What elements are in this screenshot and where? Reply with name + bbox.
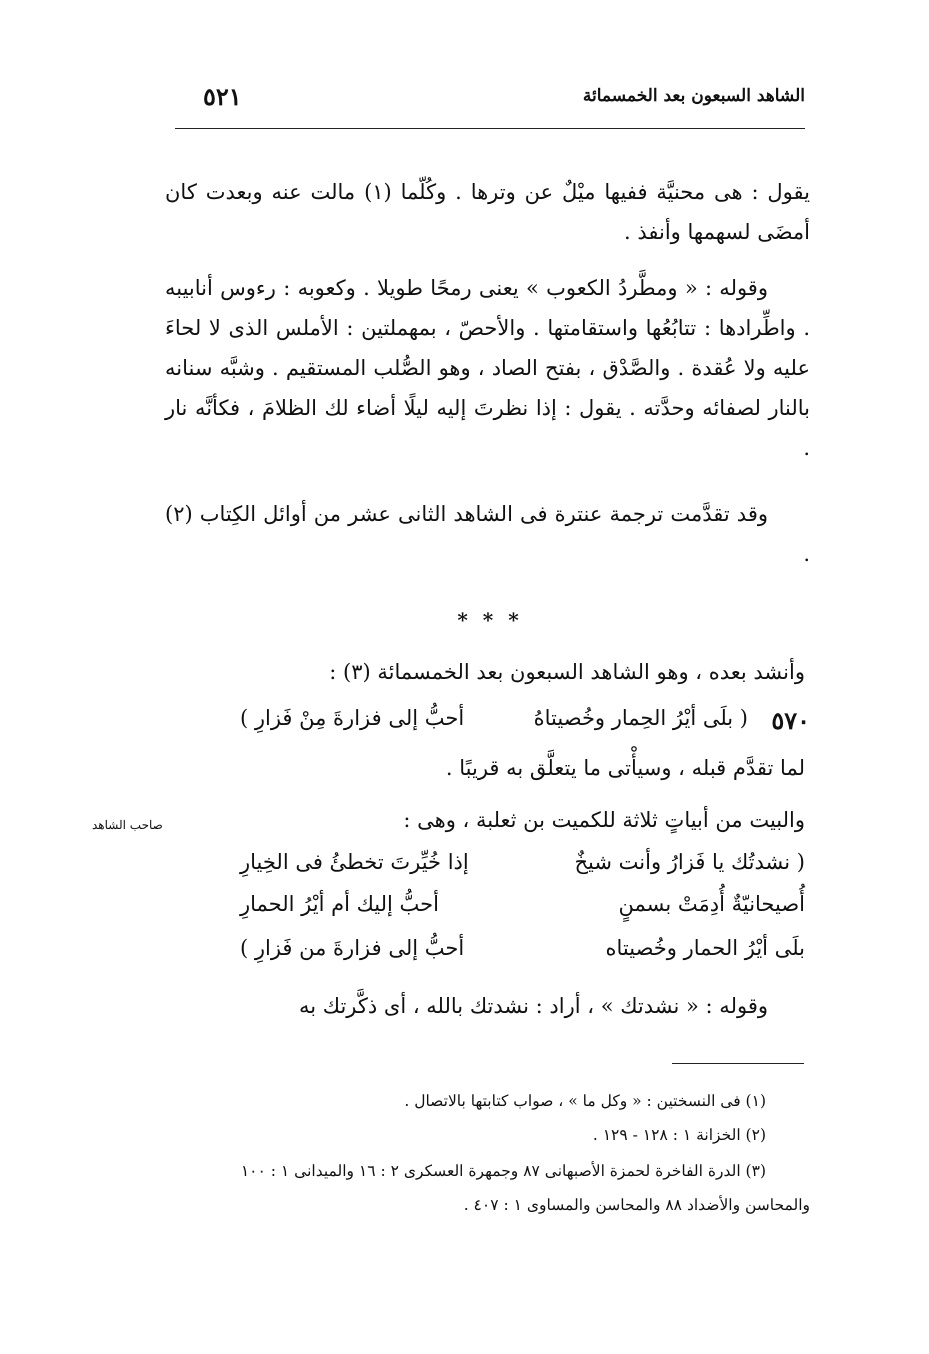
- margin-note: صاحب الشاهد: [92, 818, 163, 832]
- source-line: والبيت من أبياتٍ ثلاثة للكميت بن ثعلبة ، وهى :: [403, 808, 805, 832]
- page-header: [175, 82, 805, 116]
- poem-line: [240, 850, 805, 890]
- paragraph-1: يقول : هى محنيَّة ففيها ميْلٌ عن وترها . وكُلّما (١) مالت عنه وبعدت كان أمضَى لسهمها وأنفذ .: [165, 180, 810, 244]
- commentary-block-2: [165, 268, 810, 468]
- poem-hemistich-first: أُصيحانيّةٌ أُدِمَتْ بسمنٍ: [618, 892, 805, 916]
- poem-hemistich-second: أحبُّ إلى فزارةَ من فَزارِ ): [240, 936, 465, 960]
- footnote-2: (٢) الخزانة ١ : ١٢٨ - ١٢٩ .: [592, 1126, 766, 1144]
- footnote-3: (٣) الدرة الفاخرة لحمزة الأصبهانى ٨٧ وجمهرة العسكرى ٢ : ١٦ والميدانى ١ : ١٠٠: [240, 1162, 766, 1180]
- after-verse-line: لما تقدَّم قبله ، وسيأْتى ما يتعلَّق به قريبًا .: [445, 756, 805, 780]
- paragraph-3: وقد تقدَّمت ترجمة عنترة فى الشاهد الثانى عشر من أوائل الكِتاب (٢) .: [165, 502, 810, 566]
- paragraph-2: وقوله : « ومطَّردُ الكعوب » يعنى رمحًا طويلا . وكعوبه : رءوس أنابيبه . واطِّرادها : تتابُعُها واستقامتها . والأحصّ ، بمهملتين : الأملس الذى لا لحاءَ عليه ولا عُقدة . والصَّدْق ، بفتح الصاد ، وهو الصُّلب المستقيم . وشبَّه سنانه بالنار لصفائه وحدَّته . يقول : إذا نظرتَ إليه ليلًا أضاء لك الظلامَ ، فكأنَّه نار .: [165, 276, 810, 460]
- footnote-rule: [672, 1063, 804, 1064]
- poem-hemistich-second: إذا خُيِّرتَ تخطئُ فى الخِيارِ: [240, 850, 469, 874]
- commentary-block-3: [165, 494, 810, 574]
- verse-hemistich-first: ( بلَى أيْرُ الحِمار وخُصيتاهُ: [533, 706, 748, 730]
- header-rule: [175, 128, 805, 129]
- commentary-block: [165, 172, 810, 252]
- poem-hemistich-second: أحبُّ إليك أم أيْرُ الحمارِ: [240, 892, 439, 916]
- poem-line: [240, 892, 805, 932]
- poem-line: [240, 936, 805, 976]
- footnote-3-continued: والمحاسن والأضداد ٨٨ والمحاسن والمساوى ١ : ٤٠٧ .: [463, 1196, 810, 1214]
- page-number: ٥٢١: [203, 82, 242, 111]
- poem-hemistich-first: ( نشدتُك يا فَزارُ وأنت شيخٌ: [574, 850, 805, 874]
- poem-hemistich-first: بلَى أيْرُ الحمار وخُصيتاه: [605, 936, 805, 960]
- running-title: الشاهد السبعون بعد الخمسمائة: [582, 86, 805, 106]
- closing-line: وقوله : « نشدتك » ، أراد : نشدتك بالله ، أى ذكَّرتك به: [298, 994, 768, 1018]
- footnote-1: (١) فى النسختين : « وكل ما » ، صواب كتابتها بالاتصال .: [404, 1092, 766, 1110]
- verse-570: [240, 706, 810, 746]
- verse-intro: وأنشد بعده ، وهو الشاهد السبعون بعد الخمسمائة (٣) :: [329, 660, 805, 684]
- verse-number: ٥٧٠: [771, 706, 810, 735]
- closing-block: [165, 986, 810, 1026]
- verse-hemistich-second: أحبُّ إلى فزارةَ مِنْ فَزارِ ): [240, 706, 465, 730]
- section-separator: * * *: [457, 608, 523, 632]
- footnotes: [165, 1092, 810, 1232]
